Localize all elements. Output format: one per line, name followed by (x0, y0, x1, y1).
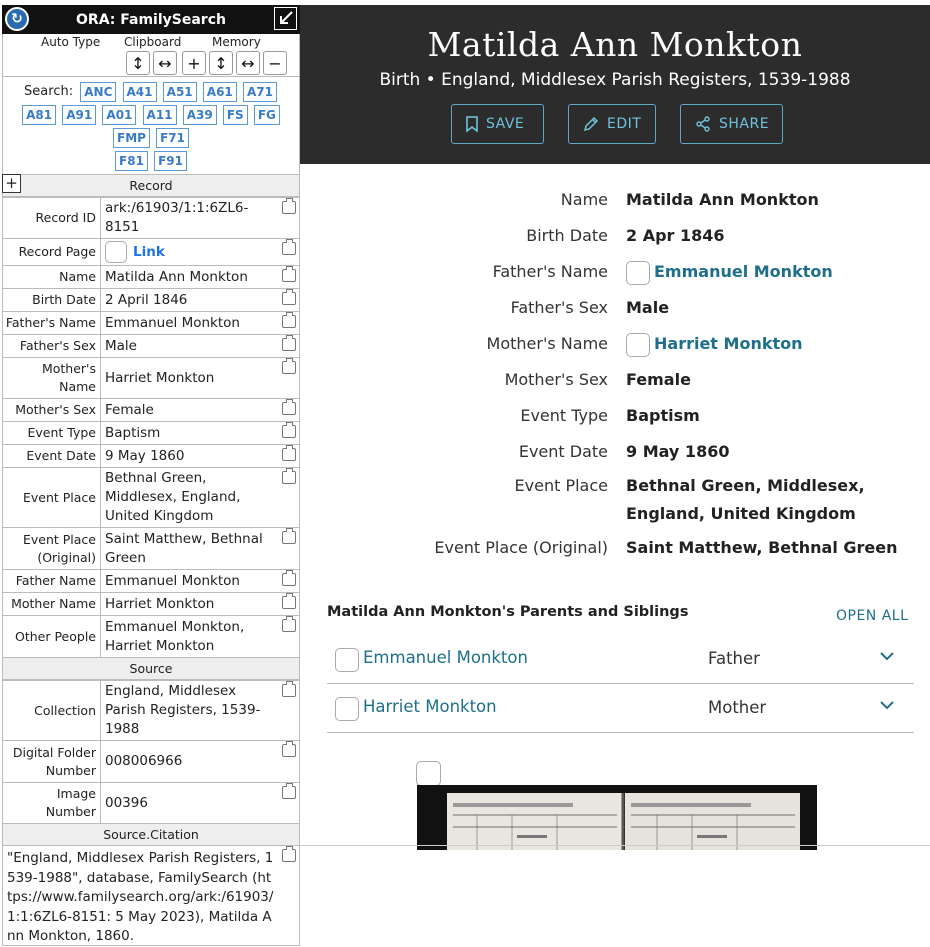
record-value (101, 239, 300, 266)
search-button-fs[interactable]: FS (223, 105, 248, 125)
detail-value: Matilda Ann Monkton (626, 190, 819, 209)
panel-title: ORA: FamilySearch (76, 11, 226, 28)
table-row (3, 741, 300, 783)
search-button-fmp[interactable]: FMP (113, 128, 150, 148)
search-button-a61[interactable]: A61 (203, 82, 237, 102)
family-member-relation: Father (708, 649, 760, 668)
record-section-header (2, 175, 300, 197)
source-section-label: Source (129, 661, 173, 676)
record-value (101, 445, 300, 468)
detail-value (626, 330, 803, 358)
share-label: SHARE (719, 116, 770, 132)
detail-value: 2 Apr 1846 (626, 226, 725, 245)
table-row (3, 570, 300, 593)
record-value (101, 616, 300, 658)
source-table (2, 680, 300, 824)
clipboard-icon[interactable] (282, 596, 296, 609)
clipboard-icon[interactable] (282, 292, 296, 305)
table-row (3, 528, 300, 570)
record-key: Event Date (3, 445, 101, 468)
family-member-checkbox[interactable] (335, 648, 359, 672)
chevron-down-icon[interactable] (877, 694, 897, 714)
father-checkbox[interactable] (626, 261, 650, 285)
family-member-row[interactable] (327, 635, 914, 684)
father-name-value: Emmanuel Monkton (105, 572, 240, 589)
detail-key: Birth Date (526, 226, 608, 245)
fathers-sex-value: Male (105, 337, 137, 354)
clipboard-icon[interactable] (282, 619, 296, 632)
table-row (3, 422, 300, 445)
search-button-a39[interactable]: A39 (183, 105, 217, 125)
detail-value (626, 472, 865, 528)
clipboard-icon[interactable] (282, 448, 296, 461)
clipboard-icon[interactable] (282, 402, 296, 415)
clipboard-icon[interactable] (282, 684, 296, 697)
detail-key: Mother's Name (486, 334, 608, 353)
record-key: Mother Name (3, 593, 101, 616)
save-label: SAVE (486, 116, 525, 132)
clipboard-label: Clipboard (124, 35, 182, 49)
table-row (3, 358, 300, 399)
table-row (3, 239, 300, 266)
clipboard-horizontal-icon[interactable]: ↔ (153, 51, 177, 75)
source-key: Digital Folder Number (3, 741, 101, 783)
expand-plus-icon[interactable]: + (2, 174, 21, 193)
citation-text: "England, Middlesex Parish Registers, 1539-1988", database, FamilySearch (https://www.familysearch.org/ark:/61903/1:1:6ZL6-8151: 5 May 2023), Matilda Ann Monkton, 1860. (7, 850, 274, 944)
share-button[interactable] (680, 104, 783, 144)
event-place-line-2: England, United Kingdom (626, 504, 856, 523)
name-value: Matilda Ann Monkton (105, 268, 248, 285)
record-value (101, 358, 300, 399)
family-member-row[interactable] (327, 684, 914, 733)
detail-value: Male (626, 298, 670, 317)
record-value (101, 570, 300, 593)
table-row (3, 335, 300, 358)
search-label: Search: (24, 84, 74, 99)
source-key: Image Number (3, 783, 101, 824)
clipboard-icon[interactable] (282, 201, 296, 214)
search-button-f81[interactable]: F81 (115, 151, 148, 171)
event-place-original-value: Saint Matthew, Bethnal Green (105, 530, 263, 566)
record-section-label: Record (129, 178, 173, 193)
clipboard-icon[interactable] (282, 338, 296, 351)
record-page-link[interactable]: Link (133, 243, 165, 260)
clipboard-icon[interactable] (282, 425, 296, 438)
clipboard-icon[interactable] (282, 573, 296, 586)
source-key: Collection (3, 681, 101, 741)
memory-add-icon[interactable]: + (182, 51, 206, 75)
record-id-value: ark:/61903/1:1:6ZL6-8151 (105, 200, 249, 235)
clipboard-icon[interactable] (282, 315, 296, 328)
edit-button[interactable] (568, 104, 656, 144)
detail-key: Father's Name (492, 262, 608, 281)
table-row (3, 468, 300, 528)
mother-checkbox[interactable] (626, 333, 650, 357)
clipboard-icon[interactable] (282, 849, 296, 862)
open-all-button[interactable]: OPEN ALL (836, 608, 909, 624)
search-button-f91[interactable]: F91 (154, 151, 187, 171)
table-row (3, 593, 300, 616)
search-button-f71[interactable]: F71 (156, 128, 189, 148)
clipboard-icon[interactable] (282, 786, 296, 799)
source-value (101, 681, 300, 741)
search-button-a71[interactable]: A71 (243, 82, 277, 102)
digital-folder-value: 008006966 (105, 753, 183, 769)
record-value (101, 198, 300, 239)
memory-remove-icon[interactable]: − (263, 51, 287, 75)
search-button-a11[interactable]: A11 (143, 105, 177, 125)
record-header (300, 5, 930, 164)
record-key: Event Place (Original) (3, 528, 101, 570)
record-key: Father's Sex (3, 335, 101, 358)
clipboard-icon[interactable] (282, 471, 296, 484)
detail-key: Father's Sex (510, 298, 608, 317)
refresh-icon[interactable]: ↻ (5, 7, 29, 31)
record-value (101, 335, 300, 358)
memory-vertical-icon[interactable]: ↕ (209, 51, 233, 75)
table-row (3, 198, 300, 239)
record-table (2, 197, 300, 658)
event-place-line-1: Bethnal Green, Middlesex, (626, 476, 865, 495)
image-checkbox[interactable] (416, 761, 441, 786)
record-value (101, 468, 300, 528)
search-button-anc[interactable]: ANC (80, 82, 116, 102)
other-people-value: Emmanuel Monkton, Harriet Monkton (105, 618, 245, 654)
source-value (101, 783, 300, 824)
event-date-value: 9 May 1860 (105, 447, 185, 464)
record-key: Event Type (3, 422, 101, 445)
table-row (3, 312, 300, 335)
record-key: Mother's Sex (3, 399, 101, 422)
image-number-value: 00396 (105, 794, 148, 811)
record-key: Father's Name (3, 312, 101, 335)
detail-value: Baptism (626, 406, 700, 425)
record-key: Event Place (3, 468, 101, 528)
record-value (101, 422, 300, 445)
detail-value: Female (626, 370, 691, 389)
table-row (3, 399, 300, 422)
mother-name-value: Harriet Monkton (105, 595, 215, 612)
detail-key: Event Place (514, 476, 608, 495)
search-button-a41[interactable]: A41 (123, 82, 157, 102)
search-button-a81[interactable]: A81 (22, 105, 56, 125)
record-key: Record ID (3, 198, 101, 239)
table-row (3, 266, 300, 289)
memory-horizontal-icon[interactable]: ↔ (236, 51, 260, 75)
record-value (101, 266, 300, 289)
controls-bar (2, 34, 300, 77)
family-member-relation: Mother (708, 698, 767, 717)
record-page-checkbox[interactable] (105, 241, 127, 263)
clipboard-vertical-icon[interactable]: ↕ (126, 51, 150, 75)
fathers-name-value: Emmanuel Monkton (105, 314, 240, 331)
clipboard-icon[interactable] (282, 744, 296, 757)
source-value (101, 741, 300, 783)
detail-key: Event Type (520, 406, 608, 425)
search-button-a01[interactable]: A01 (102, 105, 136, 125)
mother-link[interactable]: Harriet Monkton (654, 334, 803, 353)
record-key: Record Page (3, 239, 101, 266)
family-section-title: Matilda Ann Monkton's Parents and Siblings (327, 604, 689, 620)
clipboard-icon[interactable] (282, 242, 296, 255)
record-key: Name (3, 266, 101, 289)
clipboard-icon[interactable] (282, 269, 296, 282)
detail-key: Name (560, 190, 608, 209)
clipboard-icon[interactable] (282, 531, 296, 544)
clipboard-icon[interactable] (282, 361, 296, 374)
father-link[interactable]: Emmanuel Monkton (654, 262, 833, 281)
auto-type-label: Auto Type (41, 35, 101, 49)
record-value (101, 312, 300, 335)
source-section-header (2, 658, 300, 680)
record-value (101, 528, 300, 570)
search-button-fg[interactable]: FG (254, 105, 280, 125)
detail-value: Saint Matthew, Bethnal Green (626, 538, 898, 557)
mothers-sex-value: Female (105, 401, 154, 418)
ora-panel (2, 5, 300, 944)
citation-box (2, 846, 300, 946)
detail-key: Mother's Sex (504, 370, 608, 389)
bookmark-icon (466, 116, 478, 132)
memory-label: Memory (212, 35, 261, 49)
record-image-thumbnail[interactable] (417, 785, 817, 850)
record-key: Other People (3, 616, 101, 658)
search-button-a91[interactable]: A91 (62, 105, 96, 125)
family-member-name[interactable]: Harriet Monkton (363, 697, 497, 716)
detail-value (626, 258, 833, 286)
citation-section-header (2, 824, 300, 846)
record-subtitle: Birth • England, Middlesex Parish Registers, 1539-1988 (379, 70, 851, 90)
panel-title-bar (2, 5, 300, 34)
record-key: Father Name (3, 570, 101, 593)
share-icon (695, 116, 711, 132)
detail-value: 9 May 1860 (626, 442, 730, 461)
person-name-title: Matilda Ann Monkton (427, 25, 803, 64)
table-row (3, 445, 300, 468)
collapse-panel-icon[interactable] (274, 7, 297, 30)
search-button-a51[interactable]: A51 (163, 82, 197, 102)
edit-label: EDIT (607, 116, 642, 132)
citation-section-label: Source.Citation (103, 827, 199, 842)
save-button[interactable] (451, 104, 544, 144)
family-member-checkbox[interactable] (335, 697, 359, 721)
detail-key: Event Date (518, 442, 608, 461)
record-key: Birth Date (3, 289, 101, 312)
event-place-value: Bethnal Green, Middlesex, England, United Kingdom (105, 470, 241, 524)
divider (300, 845, 930, 846)
family-member-name[interactable]: Emmanuel Monkton (363, 648, 528, 667)
mothers-name-value: Harriet Monkton (105, 369, 215, 386)
record-value (101, 399, 300, 422)
table-row (3, 616, 300, 658)
event-type-value: Baptism (105, 424, 161, 441)
record-value (101, 593, 300, 616)
record-key: Mother's Name (3, 358, 101, 399)
birth-date-value: 2 April 1846 (105, 291, 188, 308)
table-row (3, 783, 300, 824)
record-value (101, 289, 300, 312)
chevron-down-icon[interactable] (877, 645, 897, 665)
table-row (3, 681, 300, 741)
pencil-icon (583, 116, 599, 132)
search-bar (2, 77, 300, 175)
table-row (3, 289, 300, 312)
collection-value: England, Middlesex Parish Registers, 1539-1988 (105, 683, 261, 737)
detail-key: Event Place (Original) (434, 538, 608, 557)
